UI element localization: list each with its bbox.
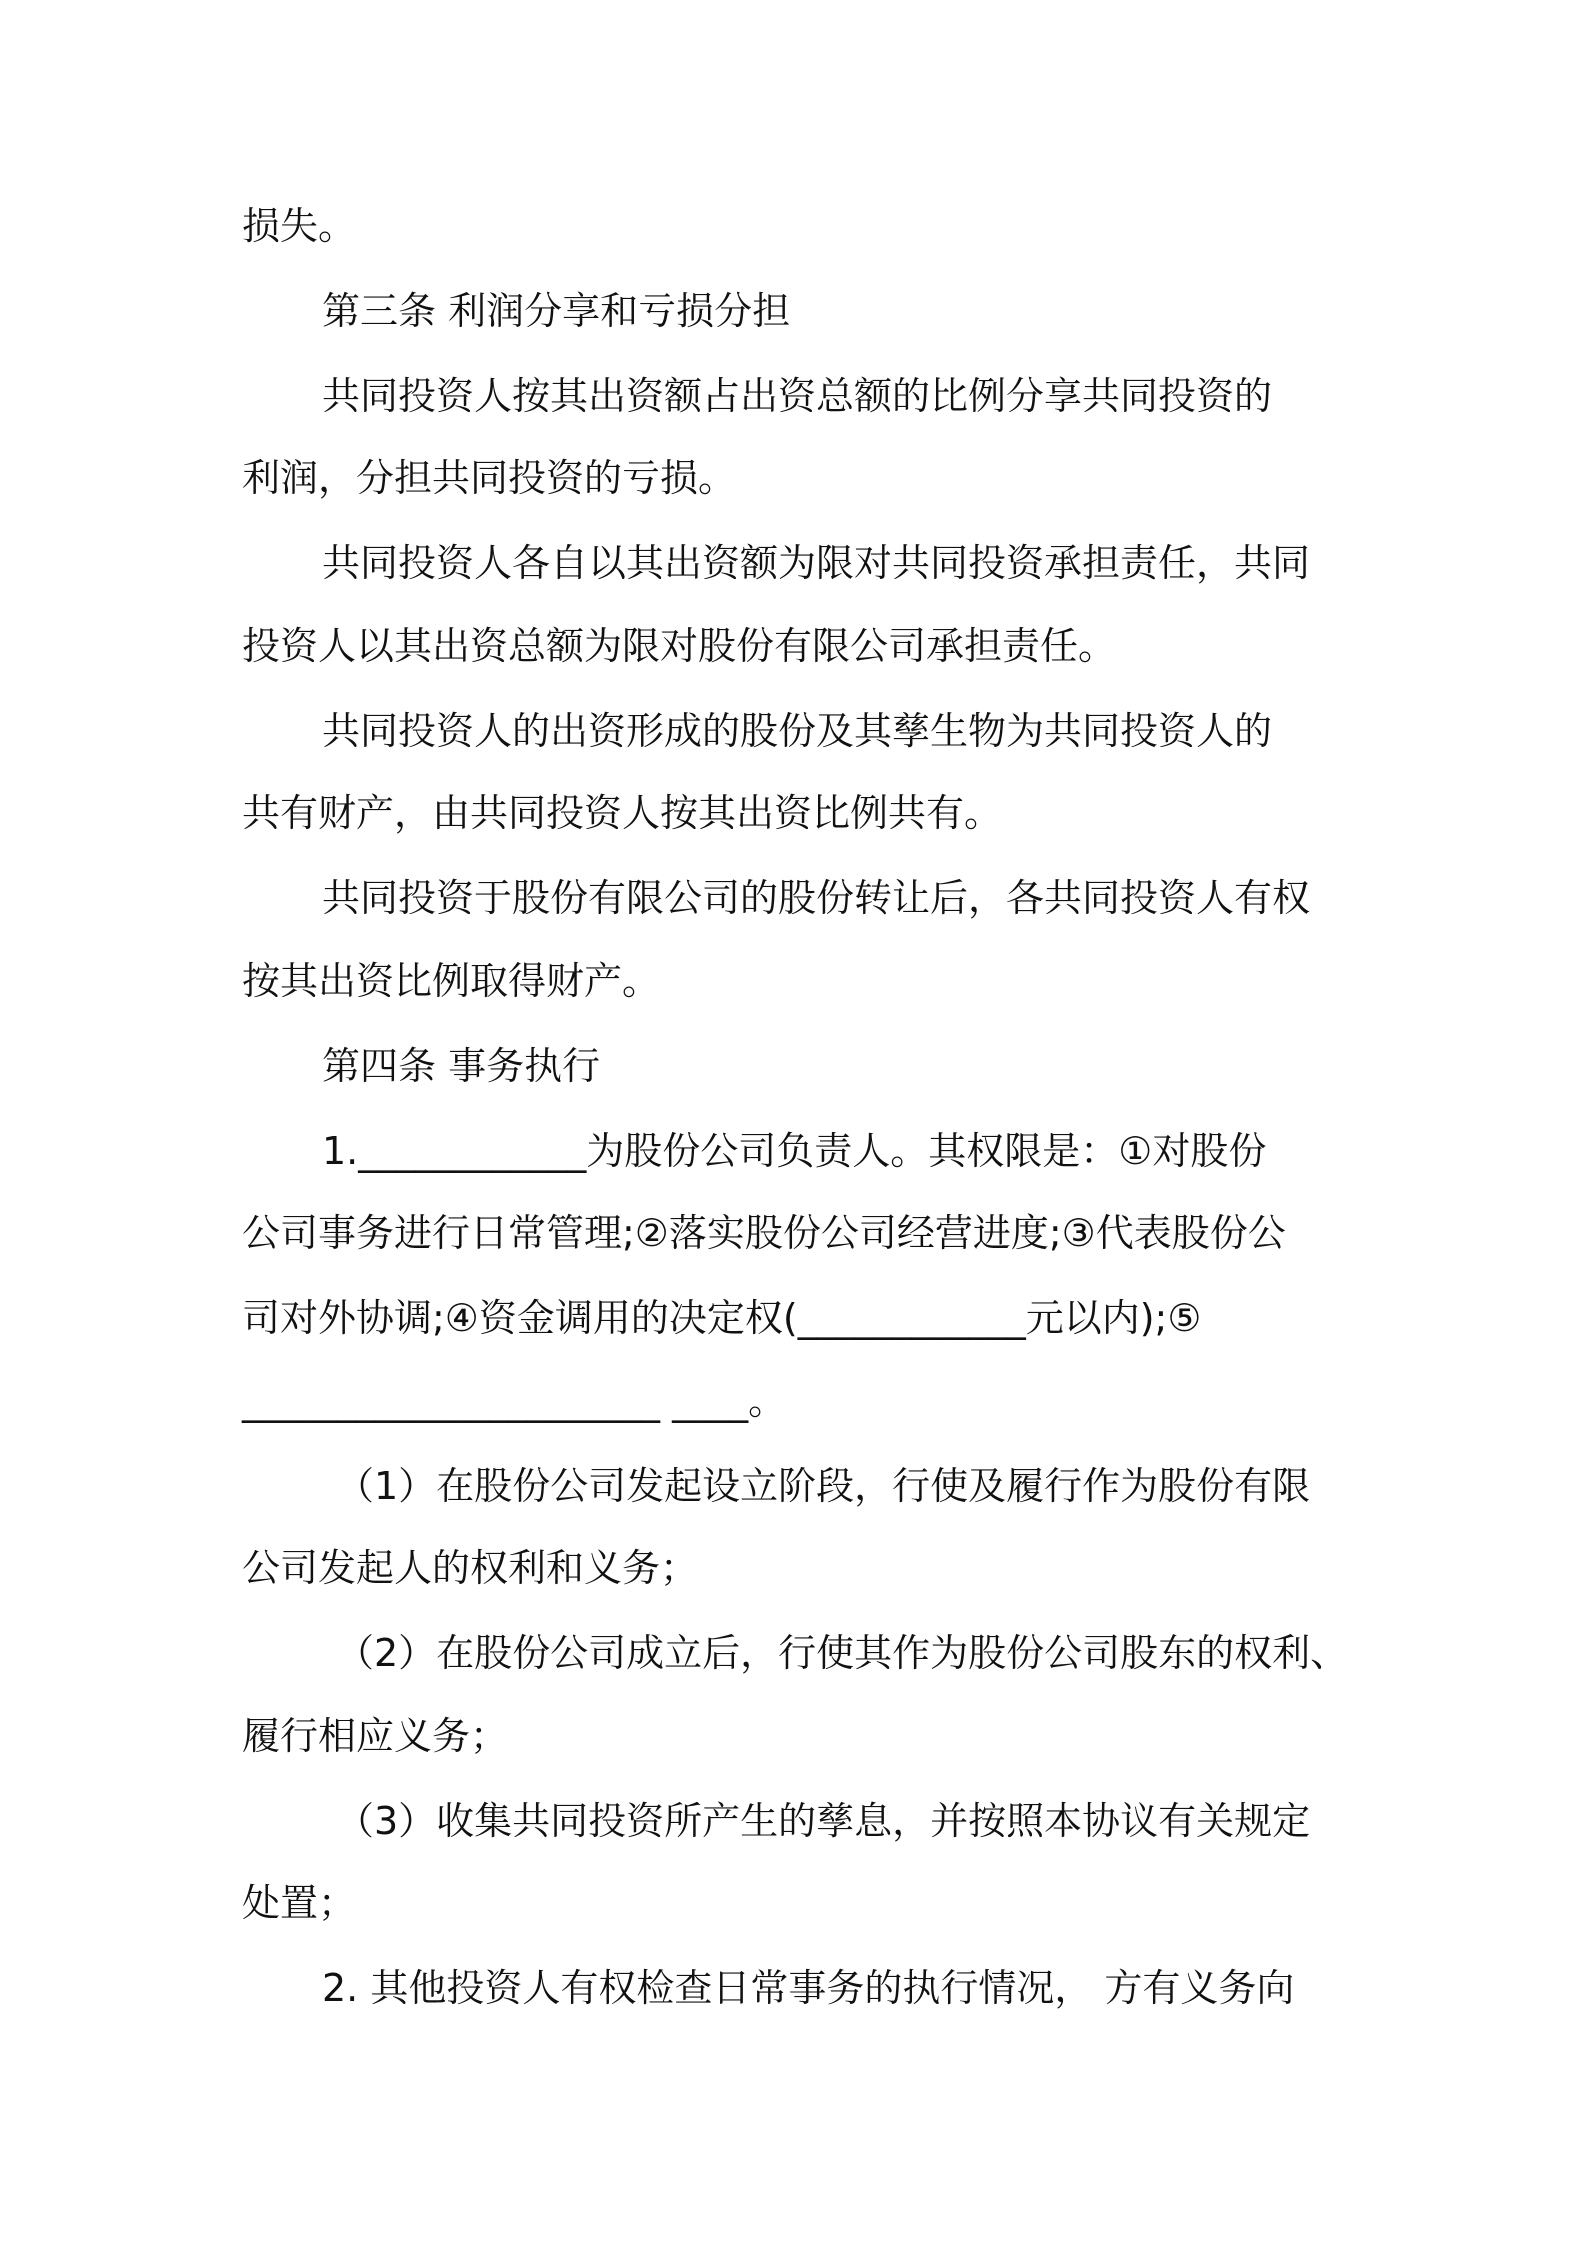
text-line-7: 共同投资人的出资形成的股份及其孳生物为共同投资人的 (322, 709, 1273, 753)
text-line-3: 共同投资人按其出资额占出资总额的比例分享共同投资的 (322, 374, 1273, 418)
text-line-20: （3）收集共同投资所产生的孳息，并按照本协议有关规定 (336, 1799, 1311, 1843)
text-line-16: （1）在股份公司发起设立阶段，行使及履行作为股份有限 (336, 1464, 1311, 1508)
text-line-17: 公司发起人的权利和义务； (242, 1546, 699, 1590)
article-4-heading: 第四条 事务执行 (322, 1044, 601, 1088)
article-3-heading: 第三条 利润分享和亏损分担 (322, 289, 791, 333)
text-line-6: 投资人以其出资总额为限对股份有限公司承担责任。 (242, 624, 1117, 668)
text-line-13: 公司事务进行日常管理;②落实股份公司经营进度;③代表股份公 (242, 1211, 1286, 1255)
text-line-5: 共同投资人各自以其出资额为限对共同投资承担责任，共同 (322, 541, 1311, 585)
text-line-9: 共同投资于股份有限公司的股份转让后，各共同投资人有权 (322, 876, 1311, 920)
text-line-14: 司对外协调;④资金调用的决定权(____________元以内);⑤ (242, 1296, 1202, 1340)
text-line-19: 履行相应义务； (242, 1714, 509, 1758)
text-line-4: 利润，分担共同投资的亏损。 (242, 456, 737, 500)
text-line-10: 按其出资比例取得财产。 (242, 959, 661, 1003)
text-line-8: 共有财产，由共同投资人按其出资比例共有。 (242, 791, 1003, 835)
text-line-1: 损失。 (242, 204, 357, 248)
text-line-21: 处置； (242, 1881, 357, 1925)
text-line-12: 1.____________为股份公司负责人。其权限是：①对股份 (322, 1129, 1267, 1173)
text-line-22: 2. 其他投资人有权检查日常事务的执行情况， 方有义务向 (322, 1966, 1295, 2010)
text-line-18: （2）在股份公司成立后，行使其作为股份公司股东的权利、 (336, 1631, 1349, 1675)
text-line-15: ______________________ ____。 (242, 1379, 787, 1423)
